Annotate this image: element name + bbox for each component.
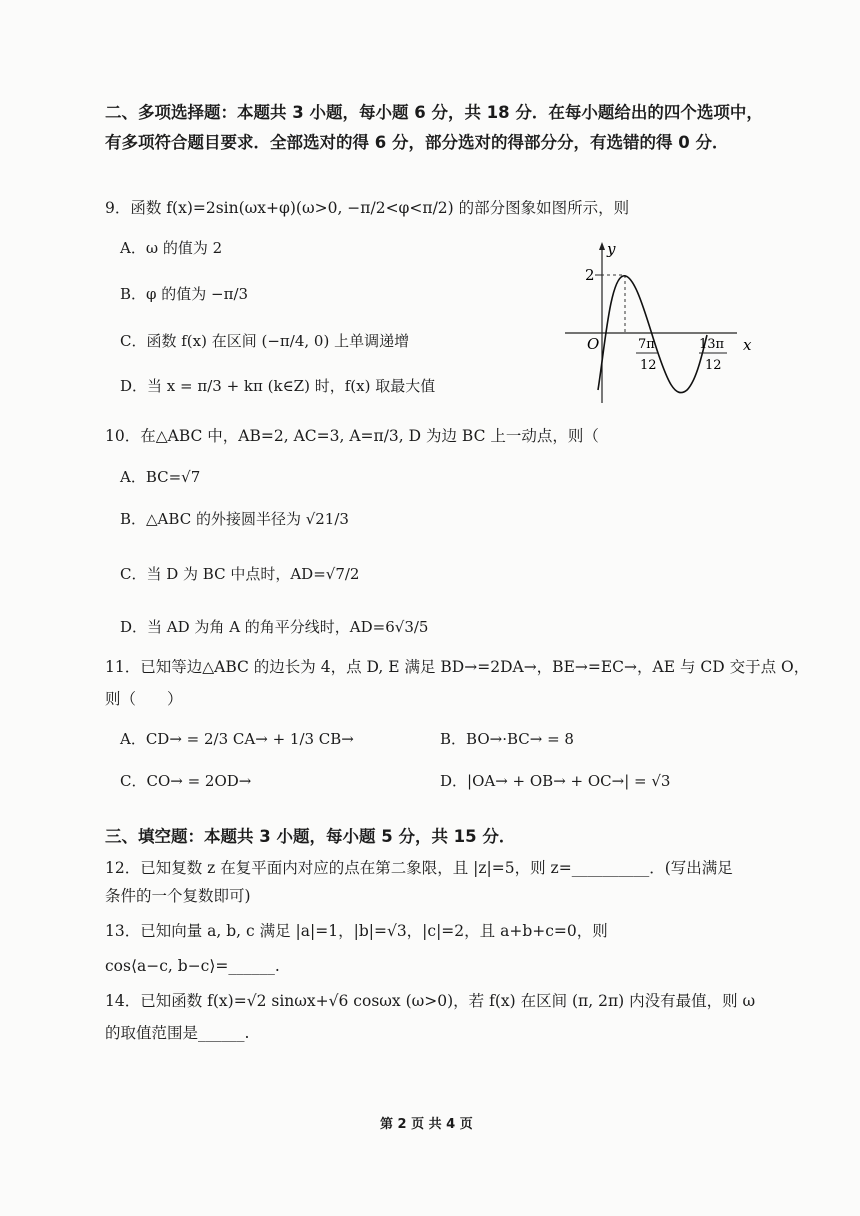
question-11-option-d: D．|OA→ + OB→ + OC→| = √3 (440, 772, 671, 790)
question-9-option-c: C．函数 f(x) 在区间 (−π/4, 0) 上单调递增 (120, 332, 410, 350)
sine-graph-figure (565, 240, 755, 405)
y-axis-arrow-icon (599, 242, 605, 250)
question-12-line1: 12．已知复数 z 在复平面内对应的点在第二象限，且 |z|=5，则 z=__________．(写出满足 (105, 859, 733, 877)
question-11-stem-line2: 则（ ） (105, 690, 183, 708)
question-14-line2: 的取值范围是______. (105, 1024, 250, 1042)
y-axis-label: y (607, 240, 616, 258)
question-11-option-c: C．CO→ = 2OD→ (120, 772, 252, 790)
question-12-line2: 条件的一个复数即可) (105, 887, 251, 905)
section-2-header: 二、多项选择题：本题共 3 小题，每小题 6 分，共 18 分．在每小题给出的四个选项中，有多项符合题目要求．全部选对的得 6 分，部分选对的得部分分，有选错的得 0 分． (105, 103, 763, 152)
question-13-line2: cos⟨a−c, b−c⟩=______. (105, 957, 280, 975)
question-10-option-d: D．当 AD 为角 A 的角平分线时，AD=6√3/5 (120, 618, 429, 636)
question-14-line1: 14．已知函数 f(x)=√2 sinωx+√6 cosωx (ω>0)，若 f(x) 在区间 (π, 2π) 内没有最值，则 ω (105, 992, 756, 1010)
section-3-header: 三、填空题：本题共 3 小题，每小题 5 分，共 15 分． (105, 827, 516, 846)
tick-13pi-numerator: 13π (699, 337, 725, 352)
question-10-option-a: A．BC=√7 (120, 468, 201, 486)
sine-curve (598, 276, 707, 393)
question-9-option-a: A．ω 的值为 2 (120, 239, 223, 257)
question-13-line1: 13．已知向量 a, b, c 满足 |a|=1，|b|=√3，|c|=2，且 a+b+c=0，则 (105, 922, 608, 940)
question-9-stem: 9．函数 f(x)=2sin(ωx+φ)(ω>0, −π/2<φ<π/2) 的部分图象如图所示，则 (105, 199, 630, 217)
origin-label: O (587, 335, 600, 353)
tick-7pi-numerator: 7π (638, 337, 655, 352)
question-11-option-b: B．BO→·BC→ = 8 (440, 730, 574, 748)
question-10-stem: 10．在△ABC 中，AB=2, AC=3, A=π/3, D 为边 BC 上一动点，则（ (105, 427, 599, 445)
question-11-stem-line1: 11．已知等边△ABC 的边长为 4，点 D, E 满足 BD→=2DA→，BE→=EC→，AE 与 CD 交于点 O， (105, 658, 810, 676)
question-9-option-b: B．φ 的值为 −π/3 (120, 285, 249, 303)
question-10-option-c: C．当 D 为 BC 中点时，AD=√7/2 (120, 565, 360, 583)
question-9-option-d: D．当 x = π/3 + kπ (k∈Z) 时，f(x) 取最大值 (120, 377, 436, 395)
page-footer: 第 2 页 共 4 页 (380, 1117, 473, 1132)
question-10-option-b: B．△ABC 的外接圆半径为 √21/3 (120, 510, 349, 528)
question-11-option-a: A．CD→ = 2/3 CA→ + 1/3 CB→ (120, 730, 354, 748)
y-max-label: 2 (585, 266, 595, 284)
x-axis-label: x (743, 336, 752, 354)
tick-13pi-denominator: 12 (705, 358, 722, 373)
tick-7pi-denominator: 12 (640, 358, 657, 373)
